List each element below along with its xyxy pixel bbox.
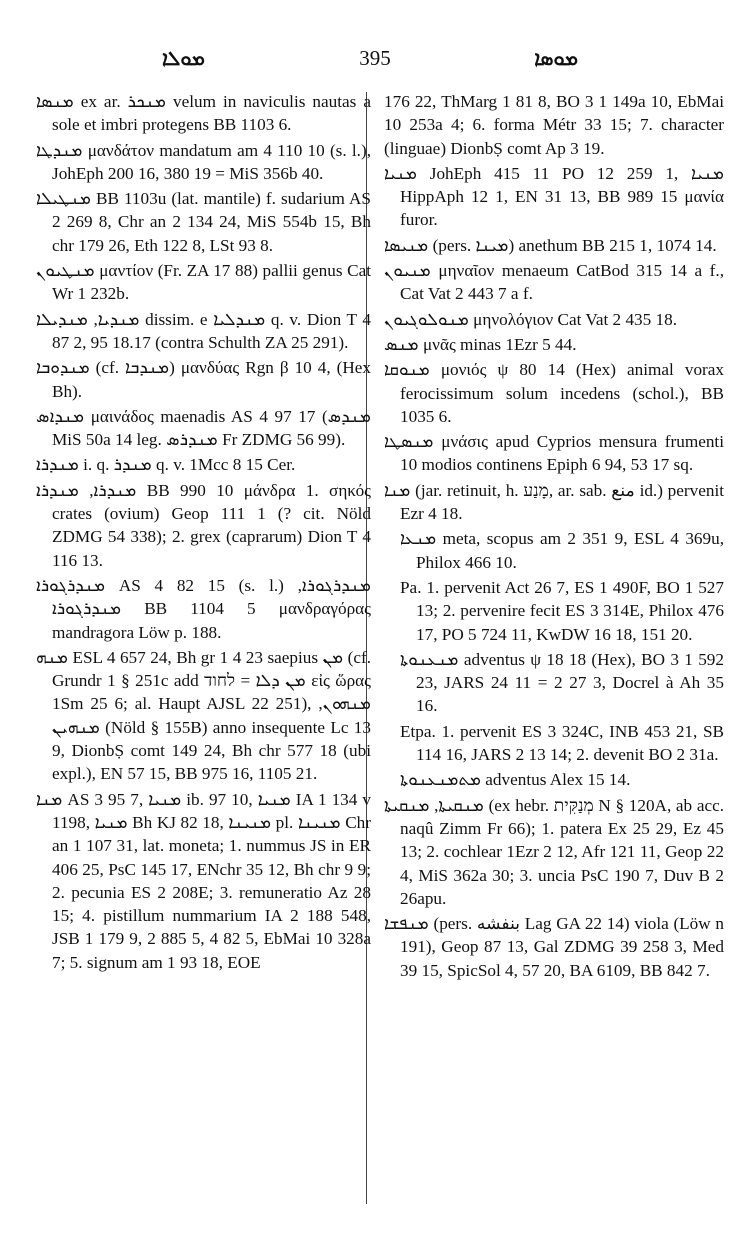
dictionary-entry: ܡܢܛܝܠܐ BB 1103u (lat. mantile) f. sudarium AS 2 269 8, Chr an 2 134 24, MiS 554b 15, Bh chr 179 26, Eth 122 8, LSt 93 8. (36, 189, 371, 255)
dictionary-entry: ܡܢܝܣܐ (pers. ܡܝܢܐ) anethum BB 215 1, 1074 14. (384, 235, 717, 255)
dictionary-entry: ܡܢܕܝܐ, ܡܢܕܝܠܐ dissim. e ܡܢܕܠܝܐ q. v. Dion T 4 87 2, 95 18.17 (contra Schulth ZA 25 291). (36, 309, 371, 352)
dictionary-entry: ܡܢܝܘܢ μηναῖον menaeum CatBod 315 14 a f., Cat Vat 2 443 7 a f. (384, 261, 724, 304)
dictionary-entry: ܡܢܝܐ JohEph 415 11 PO 12 259 1, ܡܢܝܐ HippAph 12 1, EN 31 13, BB 989 15 μανία furor. (384, 163, 724, 230)
dictionary-entry: ܡܢܣܛܐ μνάσις apud Cyprios mensura frumenti 10 modios continens Epiph 6 94, 53 17 sq. (384, 432, 724, 475)
dictionary-entry: ܡܢܕܛܐ μανδάτον mandatum am 4 110 10 (s. l.), JohEph 200 16, 380 19 = MiS 356b 40. (36, 140, 371, 183)
dictionary-entry: ܡܢܘܩܐ μονιός ψ 80 14 (Hex) animal vorax ferocissimum solum incedens (schol.), BB 1035 6. (384, 360, 724, 426)
dictionary-subentry: ܡܢܥܐ meta, scopus am 2 351 9, ESL 4 369u, Philox 466 10. (400, 529, 724, 572)
dictionary-entry: ܡܢܣܐ ex ar. ܡܢܟܪ velum in naviculis nautas a sole et imbri protegens BB 1103 6. (36, 92, 371, 135)
page-header (22, 44, 728, 78)
dictionary-subentry: ܡܬܡܢܥܢܘܬܐ adventus Alex 15 14. (400, 770, 631, 790)
right-column (384, 90, 724, 984)
dictionary-entry: ܡܢܕܐܣ μαινάδος maenadis AS 4 97 17 (ܡܢܕܣ MiS 50a 14 leg. ܡܢܕܪܣ Fr ZDMG 56 99). (36, 406, 371, 450)
running-headword-left: ܡܘܠܐ (162, 48, 205, 70)
dictionary-entry: ܡܢܘܠܘܓܝܘܢ μηνολόγιον Cat Vat 2 435 18. (384, 309, 678, 329)
dictionary-entry: ܡܢܦܫܐ (pers. بنفشه Lag GA 22 14) viola (Löw n 191), Geop 87 13, Gal ZDMG 39 258 3, Med 39 15, SpicSol 4, 57 20, BA 6109, BB 842 7. (384, 914, 725, 980)
dictionary-entry: ܡܢܕܪܐ, ܡܢܕܪܐ BB 990 10 μάνδρα 1. σηκός crates (ovium) Geop 111 1 (? cit. Nöld ZDMG 54 338); 2. grex (caprarum) Dion T 4 116 13. (36, 480, 371, 570)
dictionary-subentry: ܡܢܥܢܘܬܐ adventus ψ 18 18 (Hex), BO 3 1 592 23, JARS 24 11 = 2 27 3, Docrel à Ah 35 16. (400, 649, 724, 716)
left-column (36, 90, 371, 976)
dictionary-entry: ܡܢܐ AS 3 95 7, ܡܢܝܐ ib. 97 10, ܡܢܝܐ IA 1 134 v 1198, ܡܢܝܐ Bh KJ 82 18, ܡܢܝܢܐ pl. ܡܢܝܢܐ Chr an 1 107 31, lat. moneta; 1. nummus JS in ER 406 25, PsC 145 17, ENchr 35 12, Bh chr 9 9; 2. pecunia ES 2 208E; 3. remuneratio Az 28 15; 4. pistillum nummarium IA 2 188 548, JSB 1 179 9, 2 885 5, 4 82 5, EbMai 10 328a 7; 5. signum am 1 93 18, EOE (36, 789, 372, 972)
dictionary-entry-continuation: 176 22, ThMarg 1 81 8, BO 3 1 149a 10, EbMai 10 253a 4; 6. forma Métr 33 15; 7. character (linguae) DionbṢ comt Ap 3 19. (384, 92, 724, 158)
dictionary-entry: ܡܢܩܝܬܐ, ܡܢܩܝܬܐ (ex hebr. מְנַקִּית N § 120A, ab acc. naqû Zimm Fr 66); 1. patera Ex 25 29, Ez 45 13; 2. cochlear 1Ezr 2 12, Afr 121 11, Geop 22 4, MiS 362a 30; 3. uncia PsC 190 7, Duv B 2 26apu. (384, 795, 724, 908)
dictionary-entry: ܡܢܕܘܒܐ (cf. ܡܢܕܒܐ) μανδύας Rgn β 10 4, (Hex Bh). (36, 358, 371, 401)
dictionary-entry: ܡܢܕܪܐ i. q. ܡܢܕܪ q. v. 1Mcc 8 15 Cer. (36, 455, 296, 475)
dictionary-entry: ܡܢܐ (jar. retinuit, h. מָנַע, ar. sab. منع id.) pervenit Ezr 4 18. (384, 480, 724, 524)
dictionary-entry: ܡܢܗ ESL 4 657 24, Bh gr 1 4 23 saepius ܡܢ (cf. Grundr 1 § 251c add ܡܢ ܕܠܐ = לחוד εἰς ὥρας 1Sm 25 6; al. Haupt AJSL 22 251), ܡܢܗܘܢ, ܡܢܗܝܢ (Nöld § 155B) anno insequente Lc 13 9, DionbṢ comt 149 24, Bh chr 577 18 (ubi expl.), EN 57 15, BB 975 16, 1105 21. (36, 647, 371, 784)
page-number: 395 (359, 46, 391, 70)
dictionary-entry: ܡܢܕܪܓܘܪܐ AS 4 82 15 (s. l.) ܡܢܕܪܓܘܪܐ, ܡܢܕܪܓܘܪܐ BB 1104 5 μανδραγόρας mandragora Löw p. 188. (36, 575, 371, 642)
dictionary-subentry: Pa. 1. pervenit Act 26 7, ES 1 490F, BO 1 527 13; 2. pervenire fecit ES 3 314E, Philox 476 17, PO 5 724 11, KwDW 16 18, 151 20. (400, 577, 724, 644)
dictionary-subentry: Etpa. 1. pervenit ES 3 324C, INB 453 21, SB 114 16, JARS 2 13 14; 2. devenit BO 2 31a. (400, 721, 724, 765)
running-headword-right: ܡܘܣܐ (534, 48, 578, 70)
dictionary-entry: ܡܢܛܝܘܢ μαντίον (Fr. ZA 17 88) pallii genus Cat Wr 1 232b. (36, 261, 371, 304)
dictionary-entry: ܡܢܣ μνᾶς minas 1Ezr 5 44. (384, 334, 577, 354)
